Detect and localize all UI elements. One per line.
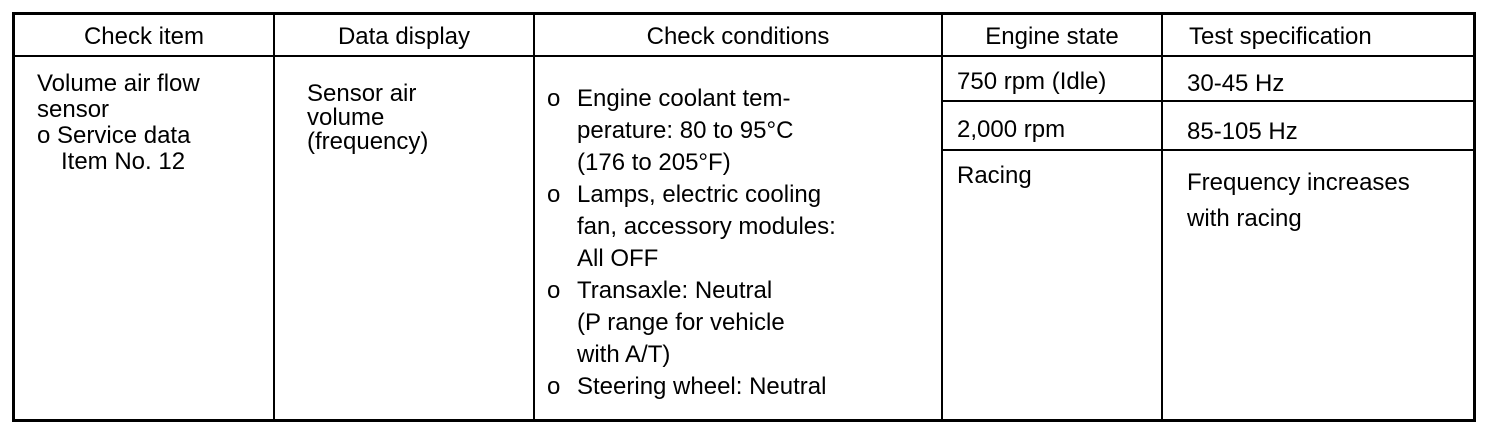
bullet-mark: o bbox=[547, 277, 561, 304]
bullet-mark: o bbox=[547, 181, 561, 208]
spec-racing-line: with racing bbox=[1187, 205, 1302, 232]
spec-2000: 85-105 Hz bbox=[1187, 118, 1298, 145]
bullet-mark: o bbox=[37, 122, 51, 149]
data-display-cell bbox=[307, 79, 428, 157]
condition-line: (P range for vehicle bbox=[577, 309, 785, 336]
bullet-mark: o bbox=[547, 85, 561, 112]
check-item-line: sensor bbox=[37, 96, 110, 123]
condition-item bbox=[547, 179, 836, 275]
condition-line: Steering wheel: Neutral bbox=[577, 373, 827, 400]
data-display-line: volume bbox=[307, 104, 385, 131]
spec-idle: 30-45 Hz bbox=[1187, 70, 1285, 97]
header-data-display: Data display bbox=[337, 23, 471, 50]
spec-racing bbox=[1187, 165, 1410, 237]
header-check-conditions: Check conditions bbox=[646, 23, 830, 50]
row-divider bbox=[941, 100, 1473, 102]
bullet-mark: o bbox=[547, 373, 561, 400]
condition-item bbox=[547, 275, 836, 371]
column-divider bbox=[533, 15, 535, 419]
spec-table bbox=[12, 12, 1476, 422]
data-display-line: (frequency) bbox=[307, 128, 429, 155]
condition-item bbox=[547, 83, 836, 179]
check-item-line: Item No. 12 bbox=[61, 148, 186, 175]
engine-state-racing: Racing bbox=[957, 162, 1032, 189]
header-divider bbox=[15, 55, 1473, 57]
data-display-line: Sensor air bbox=[307, 80, 417, 107]
condition-item bbox=[547, 371, 836, 403]
condition-line: Lamps, electric cooling bbox=[577, 181, 822, 208]
column-divider bbox=[941, 15, 943, 419]
condition-line: perature: 80 to 95°C bbox=[577, 117, 794, 144]
column-divider bbox=[1161, 15, 1163, 419]
condition-line: fan, accessory modules: bbox=[577, 213, 836, 240]
condition-line: with A/T) bbox=[577, 341, 671, 368]
check-item-cell bbox=[37, 69, 200, 177]
row-divider bbox=[941, 149, 1473, 151]
check-item-line: Service data bbox=[57, 122, 191, 149]
engine-state-idle: 750 rpm (Idle) bbox=[957, 68, 1107, 95]
engine-state-2000: 2,000 rpm bbox=[957, 116, 1066, 143]
check-conditions-cell bbox=[547, 83, 836, 403]
condition-line: All OFF bbox=[577, 245, 659, 272]
check-item-line: Volume air flow bbox=[37, 70, 200, 97]
header-engine-state: Engine state bbox=[985, 23, 1119, 50]
column-divider bbox=[273, 15, 275, 419]
condition-line: (176 to 205°F) bbox=[577, 149, 731, 176]
spec-racing-line: Frequency increases bbox=[1187, 169, 1410, 196]
condition-line: Transaxle: Neutral bbox=[577, 277, 773, 304]
header-check-item: Check item bbox=[83, 23, 205, 50]
condition-line: Engine coolant tem- bbox=[577, 85, 791, 112]
header-test-specification: Test specification bbox=[1189, 23, 1372, 50]
